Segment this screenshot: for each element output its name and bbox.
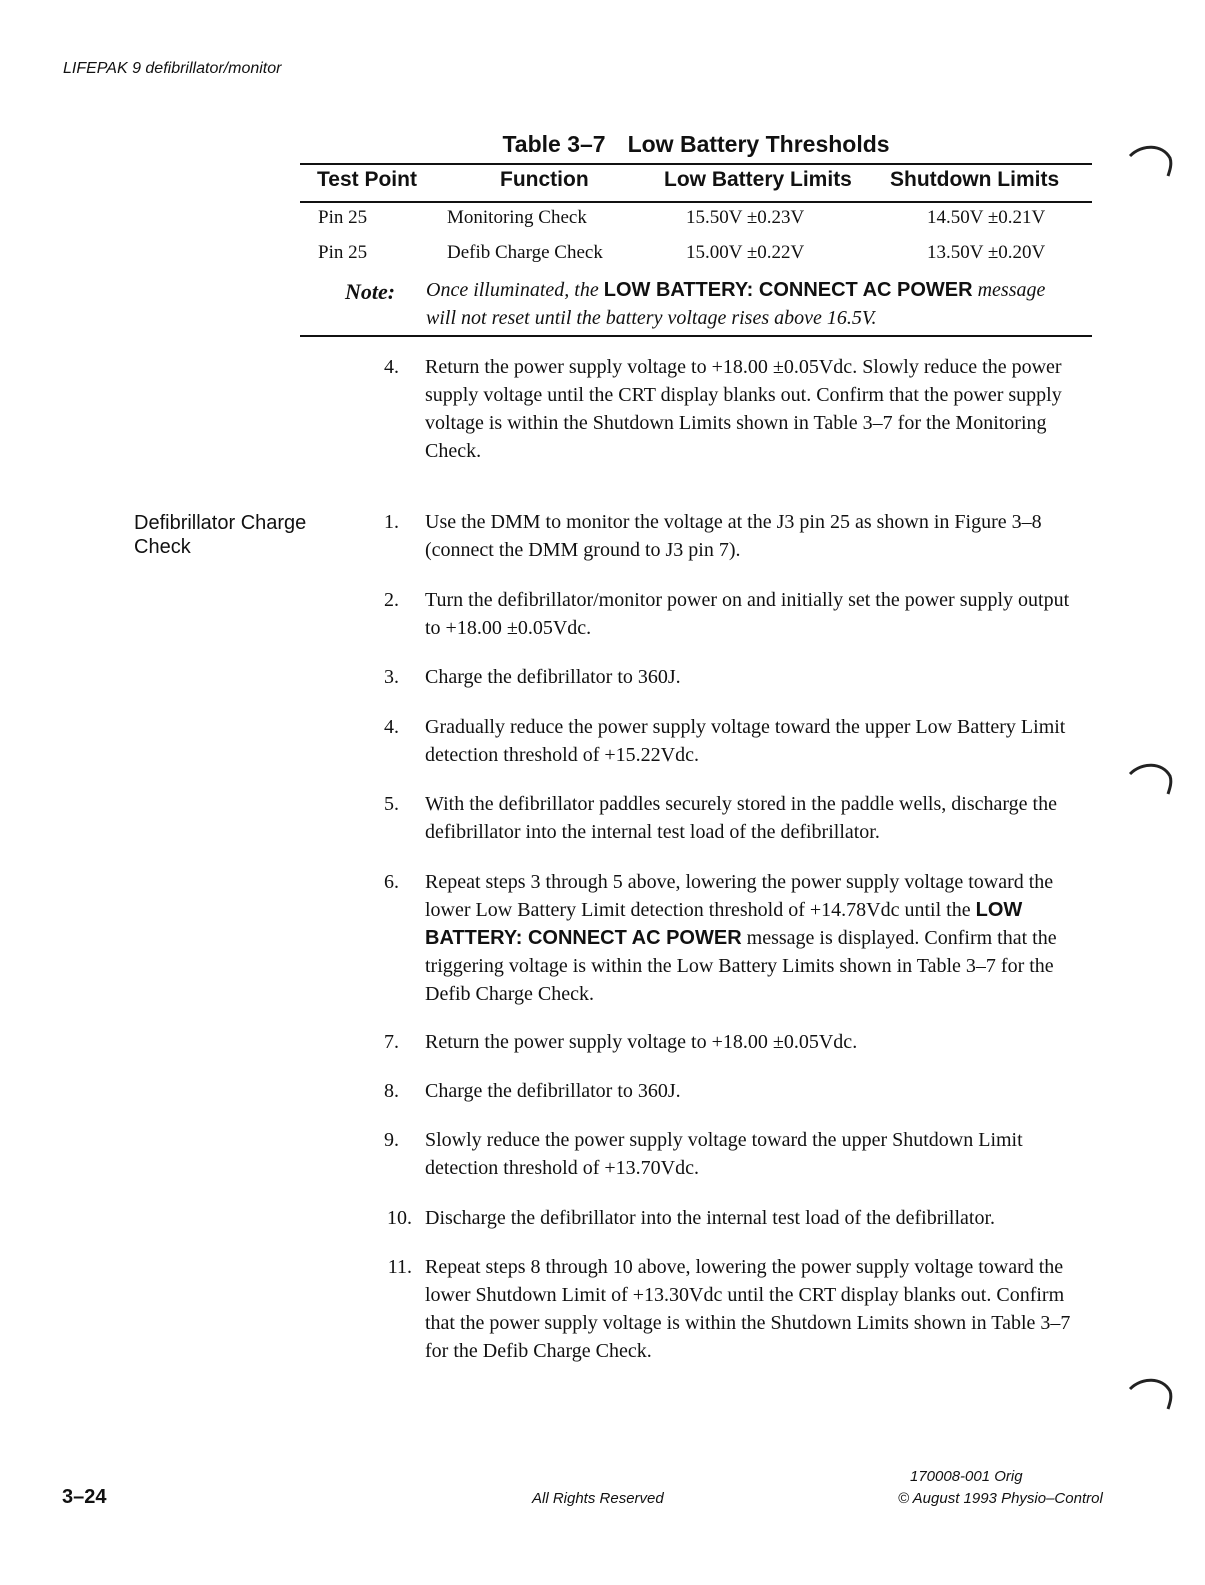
binding-hole-mark-icon <box>1128 1375 1174 1411</box>
rights-notice: All Rights Reserved <box>532 1490 664 1507</box>
step-number: 8. <box>384 1080 399 1102</box>
step-text: Slowly reduce the power supply voltage toward the upper Shutdown Limit detection threshold of +13.70Vdc. <box>425 1129 1023 1179</box>
step-text: With the defibrillator paddles securely stored in the paddle wells, discharge the defibrillator into the internal test load of the defibrillator. <box>425 793 1057 843</box>
table-cell: 15.00V ±0.22V <box>686 242 805 263</box>
section-heading: Defibrillator Charge Check <box>134 512 307 558</box>
step-number: 2. <box>384 589 399 611</box>
note-label: Note: <box>345 279 396 304</box>
table-cell: 15.50V ±0.23V <box>686 207 805 228</box>
step-text: Repeat steps 8 through 10 above, lowering the power supply voltage toward the lower Shutdown Limit of +13.30Vdc until the CRT display blanks out. Confirm that the power supply voltage is within the Shutdown Limits shown in Table 3–7 for the Defib Charge Check. <box>425 1256 1071 1362</box>
table-cell: Defib Charge Check <box>447 242 603 263</box>
table-cell: Monitoring Check <box>447 207 587 228</box>
step-number: 6. <box>384 871 399 893</box>
step-number: 3. <box>384 666 399 688</box>
step-number: 4. <box>384 356 399 378</box>
table-cell: 14.50V ±0.21V <box>927 207 1046 228</box>
table-cell: Pin 25 <box>318 207 368 228</box>
column-header-test-point: Test Point <box>317 168 417 191</box>
table-bottom-rule <box>300 335 1092 337</box>
step-number: 7. <box>384 1031 399 1053</box>
table-title <box>300 131 1092 158</box>
column-header-shutdown-limits: Shutdown Limits <box>890 168 1060 191</box>
step-number: 5. <box>384 793 399 815</box>
table-header-rule <box>300 201 1092 203</box>
step-text: Repeat steps 3 through 5 above, lowering the power supply voltage toward the lower Low Battery Limit detection threshold of +14.78Vdc until the LOW BATTERY: CONNECT AC POWER message is displayed. Confirm that the triggering voltage is within the Low Battery Limits shown in Table 3–7 for the Defib Charge Check. <box>425 871 1057 1005</box>
table-number: Table 3–7 <box>502 131 606 157</box>
alert-message-text: LOW BATTERY: CONNECT AC POWER <box>425 899 1023 949</box>
step-text: Discharge the defibrillator into the internal test load of the defibrillator. <box>425 1207 996 1229</box>
binding-hole-mark-icon <box>1128 760 1174 796</box>
running-header: LIFEPAK 9 defibrillator/monitor <box>63 60 282 77</box>
note-text: Once illuminated, the LOW BATTERY: CONNECT AC POWER message will not reset until the battery voltage rises above 16.5V. <box>426 279 1046 329</box>
page-number: 3–24 <box>62 1486 107 1508</box>
step-text: Use the DMM to monitor the voltage at the J3 pin 25 as shown in Figure 3–8 (connect the DMM ground to J3 pin 7). <box>425 511 1042 561</box>
column-header-function: Function <box>500 168 589 191</box>
step-text: Return the power supply voltage to +18.00 ±0.05Vdc. Slowly reduce the power supply voltage until the CRT display blanks out. Confirm that the power supply voltage is within the Shutdown Limits shown in Table 3–7 for the Monitoring Check. <box>425 356 1062 462</box>
table-top-rule <box>300 163 1092 165</box>
step-number: 10. <box>387 1207 412 1229</box>
table-cell: 13.50V ±0.20V <box>927 242 1046 263</box>
binding-hole-mark-icon <box>1128 142 1174 178</box>
table-cell: Pin 25 <box>318 242 368 263</box>
step-number: 9. <box>384 1129 399 1151</box>
step-number: 11. <box>387 1256 412 1278</box>
copyright: © August 1993 Physio–Control <box>898 1490 1103 1507</box>
step-text: Return the power supply voltage to +18.00 ±0.05Vdc. <box>425 1031 858 1053</box>
step-text: Charge the defibrillator to 360J. <box>425 666 681 688</box>
step-text: Charge the defibrillator to 360J. <box>425 1080 681 1102</box>
step-number: 4. <box>384 716 399 738</box>
step-text: Gradually reduce the power supply voltage toward the upper Low Battery Limit detection threshold of +15.22Vdc. <box>425 716 1066 766</box>
step-text: Turn the defibrillator/monitor power on and initially set the power supply output to +18.00 ±0.05Vdc. <box>425 589 1070 639</box>
alert-message-text: LOW BATTERY: CONNECT AC POWER <box>603 279 973 301</box>
column-header-low-battery-limits: Low Battery Limits <box>664 168 852 191</box>
document-id: 170008-001 Orig <box>910 1468 1023 1485</box>
table-caption: Low Battery Thresholds <box>627 131 890 157</box>
step-number: 1. <box>384 511 399 533</box>
